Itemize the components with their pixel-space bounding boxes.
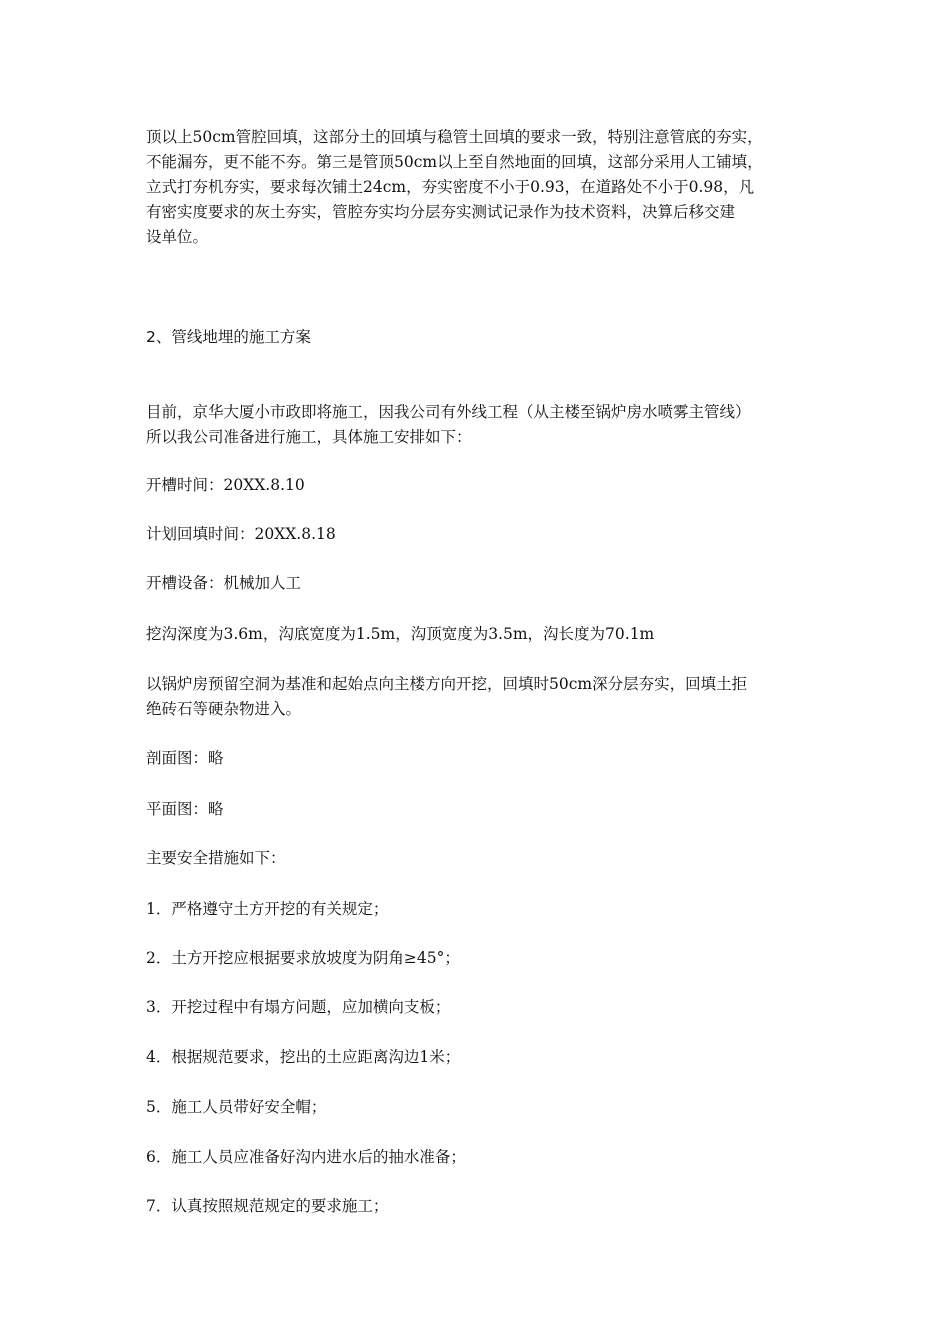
intro-paragraph: [146, 125, 816, 250]
method-paragraph: [146, 672, 816, 722]
intro-line: 立式打夯机夯实，要求每次铺土24cm，夯实密度不小于0.93，在道路处不小于0.98，凡: [146, 178, 755, 196]
plan-view-note: 平面图：略: [146, 800, 224, 818]
safety-heading: 主要安全措施如下：: [146, 849, 286, 867]
safety-item: 2．土方开挖应根据要求放坡度为阴角≥45°；: [146, 949, 460, 967]
intro-line: 不能漏夯，更不能不夯。第三是管顶50cm以上至自然地面的回填，这部分采用人工铺填，: [146, 153, 763, 171]
safety-item: 6．施工人员应准备好沟内进水后的抽水准备；: [146, 1148, 466, 1166]
trench-dimensions: 挖沟深度为3.6m，沟底宽度为1.5m，沟顶宽度为3.5m，沟长度为70.1m: [146, 625, 655, 643]
plan-line: 目前，京华大厦小市政即将施工，因我公司有外线工程（从主楼至锅炉房水喷雾主管线）: [146, 403, 751, 421]
method-line: 以锅炉房预留空洞为基准和起始点向主楼方向开挖，回填时50cm深分层夯实，回填土拒: [146, 675, 748, 693]
plan-line: 所以我公司准备进行施工，具体施工安排如下：: [146, 428, 472, 446]
trench-time: 开槽时间：20XX.8.10: [146, 476, 305, 494]
safety-item: 4．根据规范要求，挖出的土应距离沟边1米；: [146, 1048, 461, 1066]
safety-item: 3．开挖过程中有塌方问题，应加横向支板；: [146, 998, 451, 1016]
intro-line: 设单位。: [146, 228, 209, 246]
intro-line: 顶以上50cm管腔回填，这部分土的回填与稳管土回填的要求一致，特别注意管底的夯实，: [146, 128, 763, 146]
intro-line: 有密实度要求的灰土夯实，管腔夯实均分层夯实测试记录作为技术资料，决算后移交建: [146, 203, 736, 221]
safety-item: 5．施工人员带好安全帽；: [146, 1098, 327, 1116]
backfill-time: 计划回填时间：20XX.8.18: [146, 525, 336, 543]
safety-item: 7．认真按照规范规定的要求施工；: [146, 1197, 389, 1215]
safety-item: 1．严格遵守土方开挖的有关规定；: [146, 900, 389, 918]
trench-equipment: 开槽设备：机械加人工: [146, 574, 302, 592]
section-view-note: 剖面图：略: [146, 749, 224, 767]
method-line: 绝砖石等硬杂物进入。: [146, 700, 302, 718]
section-heading: 2、管线地埋的施工方案: [146, 328, 311, 346]
plan-paragraph: [146, 400, 816, 450]
